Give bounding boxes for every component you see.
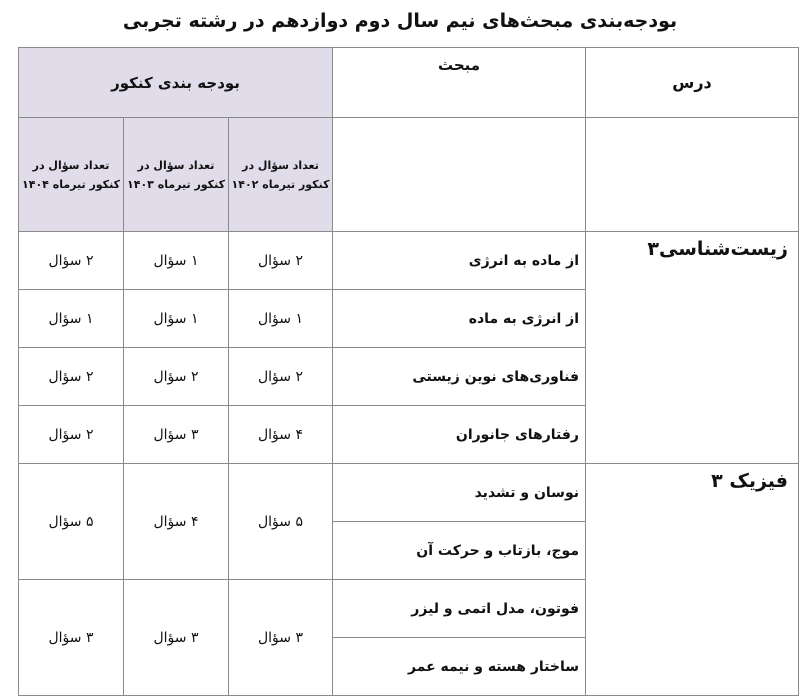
header-count-1404: تعداد سؤال در کنکور تیرماه ۱۴۰۴ bbox=[19, 118, 124, 232]
budget-table bbox=[18, 47, 799, 696]
value-cell: ۳ سؤال bbox=[124, 406, 229, 464]
topic-cell: موج، بازتاب و حرکت آن bbox=[333, 522, 586, 580]
topic-cell: از انرژی به ماده bbox=[333, 290, 586, 348]
header-mabhas-empty bbox=[333, 118, 586, 232]
value-cell: ۴ سؤال bbox=[124, 464, 229, 580]
subject-physics: فیزیک ۳ bbox=[586, 464, 799, 696]
topic-cell: نوسان و تشدید bbox=[333, 464, 586, 522]
value-cell: ۵ سؤال bbox=[229, 464, 333, 580]
table-row bbox=[19, 232, 799, 290]
value-cell: ۲ سؤال bbox=[19, 406, 124, 464]
value-cell: ۱ سؤال bbox=[124, 290, 229, 348]
table-title: بودجه‌بندی مبحث‌های نیم سال دوم دوازدهم در رشته تجربی bbox=[122, 10, 678, 32]
value-cell: ۳ سؤال bbox=[124, 580, 229, 696]
value-cell: ۲ سؤال bbox=[229, 232, 333, 290]
value-cell: ۳ سؤال bbox=[229, 580, 333, 696]
header-mabhas: مبحث bbox=[333, 48, 586, 118]
value-cell: ۱ سؤال bbox=[124, 232, 229, 290]
topic-cell: فناوری‌های نوین زیستی bbox=[333, 348, 586, 406]
topic-cell: از ماده به انرژی bbox=[333, 232, 586, 290]
header-dars-empty bbox=[586, 118, 799, 232]
value-cell: ۵ سؤال bbox=[19, 464, 124, 580]
topic-cell: رفتارهای جانوران bbox=[333, 406, 586, 464]
value-cell: ۱ سؤال bbox=[229, 290, 333, 348]
topic-cell: فوتون، مدل اتمی و لیزر bbox=[333, 580, 586, 638]
value-cell: ۲ سؤال bbox=[124, 348, 229, 406]
value-cell: ۲ سؤال bbox=[19, 348, 124, 406]
value-cell: ۴ سؤال bbox=[229, 406, 333, 464]
header-count-1403: تعداد سؤال در کنکور تیرماه ۱۴۰۳ bbox=[124, 118, 229, 232]
topic-cell: ساختار هسته و نیمه عمر bbox=[333, 638, 586, 696]
value-cell: ۳ سؤال bbox=[19, 580, 124, 696]
subject-biology: زیست‌شناسی۳ bbox=[586, 232, 799, 464]
value-cell: ۲ سؤال bbox=[229, 348, 333, 406]
table-row bbox=[19, 464, 799, 522]
value-cell: ۱ سؤال bbox=[19, 290, 124, 348]
header-budget: بودجه بندی کنکور bbox=[19, 48, 333, 118]
header-dars: درس bbox=[586, 48, 799, 118]
header-count-1402: تعداد سؤال در کنکور تیرماه ۱۴۰۲ bbox=[229, 118, 333, 232]
value-cell: ۲ سؤال bbox=[19, 232, 124, 290]
